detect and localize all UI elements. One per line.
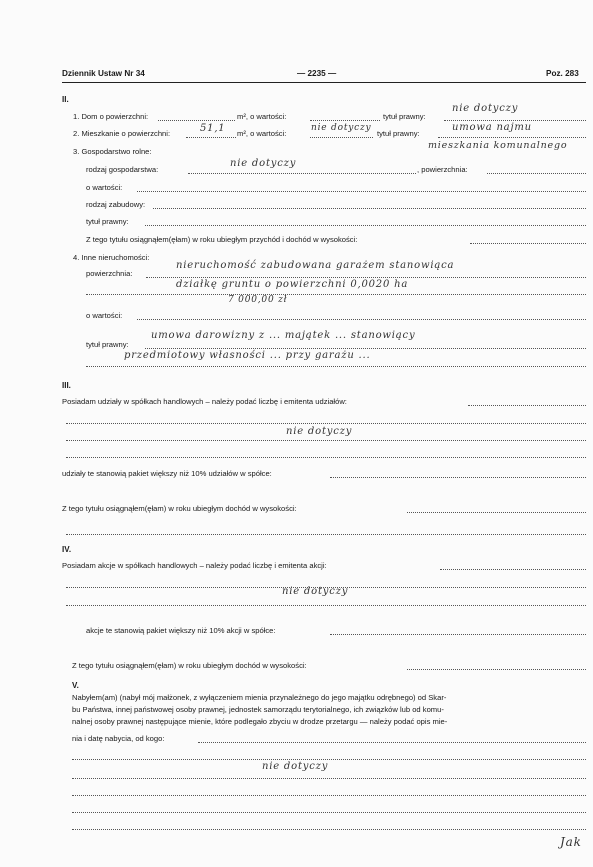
inne-title-handwritten-1: umowa darowizny z ... majątek ... stanowiący [151, 330, 416, 341]
gospodarstwo-buildings-line [153, 208, 586, 209]
udzialy-handwritten: nie dotyczy [286, 426, 353, 437]
nabycie-line-0 [198, 742, 586, 743]
dom-m2-label: m², o wartości: [237, 112, 287, 121]
nabycie-line-3 [72, 795, 586, 796]
section-2-heading: II. [62, 95, 69, 104]
gospodarstwo-type-label: rodzaj gospodarstwa: [86, 165, 159, 174]
udzialy-line-2 [66, 440, 586, 441]
gospodarstwo-income-label: Z tego tytułu osiągnąłem(ęłam) w roku ubiegłym przychód i dochód w wysokości: [86, 235, 358, 244]
gospodarstwo-title-label: tytuł prawny: [86, 217, 129, 226]
signature-initials: Jak [560, 835, 582, 849]
section-4-heading: IV. [62, 545, 72, 554]
gospodarstwo-value-line [137, 191, 586, 192]
inne-area-handwritten-1: nieruchomość zabudowana garażem stanowiąca [176, 260, 455, 271]
mieszkanie-value-line [310, 137, 373, 138]
mieszkanie-label: 2. Mieszkanie o powierzchni: [73, 129, 171, 138]
udzialy-income-label: Z tego tytułu osiągnąłem(ęłam) w roku ubiegłym dochód w wysokości: [62, 504, 297, 513]
inne-title-label: tytuł prawny: [86, 340, 129, 349]
udzialy-pakiet-line [330, 477, 586, 478]
gospodarstwo-value-label: o wartości: [86, 183, 123, 192]
nabycie-text-1: Nabyłem(am) (nabył mój małżonek, z wyłączeniem mienia przynależnego do jego majątku odrębnego) od Skar- [72, 693, 447, 702]
nabycie-line-1 [72, 759, 586, 760]
udzialy-label: Posiadam udziały w spółkach handlowych – należy podać liczbę i emitenta udziałów: [62, 397, 347, 406]
dom-title-label: tytuł prawny: [383, 112, 426, 121]
mieszkanie-title-handwritten: umowa najmu [452, 122, 532, 133]
inne-title-line-2 [86, 366, 586, 367]
section-3-heading: III. [62, 381, 71, 390]
nabycie-line-2 [72, 778, 586, 779]
gospodarstwo-type-handwritten: nie dotyczy [230, 158, 297, 169]
dom-title-line [444, 120, 586, 121]
inne-area-handwritten-2: działkę gruntu o powierzchni 0,0020 ha [176, 279, 409, 290]
udzialy-line-1 [66, 423, 586, 424]
dom-area-line [158, 120, 235, 121]
dom-value-line [310, 120, 380, 121]
mieszkanie-value-handwritten: nie dotyczy [311, 123, 372, 133]
dom-label: 1. Dom o powierzchni: [73, 112, 149, 121]
akcje-income-label: Z tego tytułu osiągnąłem(ęłam) w roku ubiegłym dochód w wysokości: [72, 661, 307, 670]
header-journal-title: Dziennik Ustaw Nr 34 [62, 69, 145, 78]
akcje-line-0 [440, 569, 586, 570]
inne-label: 4. Inne nieruchomości: [73, 253, 150, 262]
akcje-label: Posiadam akcje w spółkach handlowych – należy podać liczbę i emitenta akcji: [62, 561, 327, 570]
nabycie-text-4: nia i datę nabycia, od kogo: [72, 734, 165, 743]
akcje-pakiet-label: akcje te stanowią pakiet większy niż 10% akcji w spółce: [86, 626, 276, 635]
inne-value-line [137, 319, 586, 320]
inne-title-line-1 [145, 348, 586, 349]
akcje-income-line [407, 669, 586, 670]
inne-value-handwritten: 7 000,00 zł [228, 295, 288, 305]
inne-area-label: powierzchnia: [86, 269, 133, 278]
nabycie-text-2: bu Państwa, innej państwowej osoby prawnej, jednostek samorządu terytorialnego, ich związków lub od komu- [72, 705, 444, 714]
header-rule [62, 82, 586, 83]
header-page-number: — 2235 — [297, 69, 337, 78]
akcje-handwritten: nie dotyczy [282, 586, 349, 597]
udzialy-income-line [407, 512, 586, 513]
mieszkanie-title-label: tytuł prawny: [377, 129, 420, 138]
mieszkanie-m2-label: m², o wartości: [237, 129, 287, 138]
inne-area-line-1 [146, 277, 586, 278]
udzialy-line-3 [66, 457, 586, 458]
mieszkanie-title-line [438, 137, 586, 138]
nabycie-line-5 [72, 829, 586, 830]
inne-title-handwritten-2: przedmiotowy własności ... przy garażu ... [124, 350, 371, 361]
dom-title-handwritten: nie dotyczy [452, 103, 519, 114]
inne-value-label: o wartości: [86, 311, 123, 320]
gospodarstwo-income-line [470, 243, 586, 244]
nabycie-handwritten: nie dotyczy [262, 761, 329, 772]
mieszkanie-area-line [186, 137, 236, 138]
udzialy-line-0 [468, 405, 586, 406]
header-position: Poz. 283 [546, 69, 579, 78]
gospodarstwo-type-line [188, 173, 416, 174]
inne-area-line-2 [86, 294, 586, 295]
gospodarstwo-buildings-label: rodzaj zabudowy: [86, 200, 146, 209]
gospodarstwo-area-line [487, 173, 586, 174]
gospodarstwo-label: 3. Gospodarstwo rolne: [73, 147, 152, 156]
nabycie-text-3: nalnej osoby prawnej następujące mienie, które podlegało zbyciu w drodze przetargu — należy podać opis mie- [72, 717, 448, 726]
udzialy-pakiet-label: udziały te stanowią pakiet większy niż 10% udziałów w spółce: [62, 469, 272, 478]
section-3-divider [66, 534, 586, 535]
gospodarstwo-area-label: , powierzchnia: [417, 165, 468, 174]
mieszkanie-area-handwritten: 51,1 [200, 123, 226, 134]
gospodarstwo-title-line [145, 225, 586, 226]
nabycie-line-4 [72, 812, 586, 813]
section-5-heading: V. [72, 681, 79, 690]
gospodarstwo-note-handwritten: mieszkania komunalnego [428, 140, 568, 151]
akcje-line-2 [66, 605, 586, 606]
akcje-pakiet-line [330, 634, 586, 635]
